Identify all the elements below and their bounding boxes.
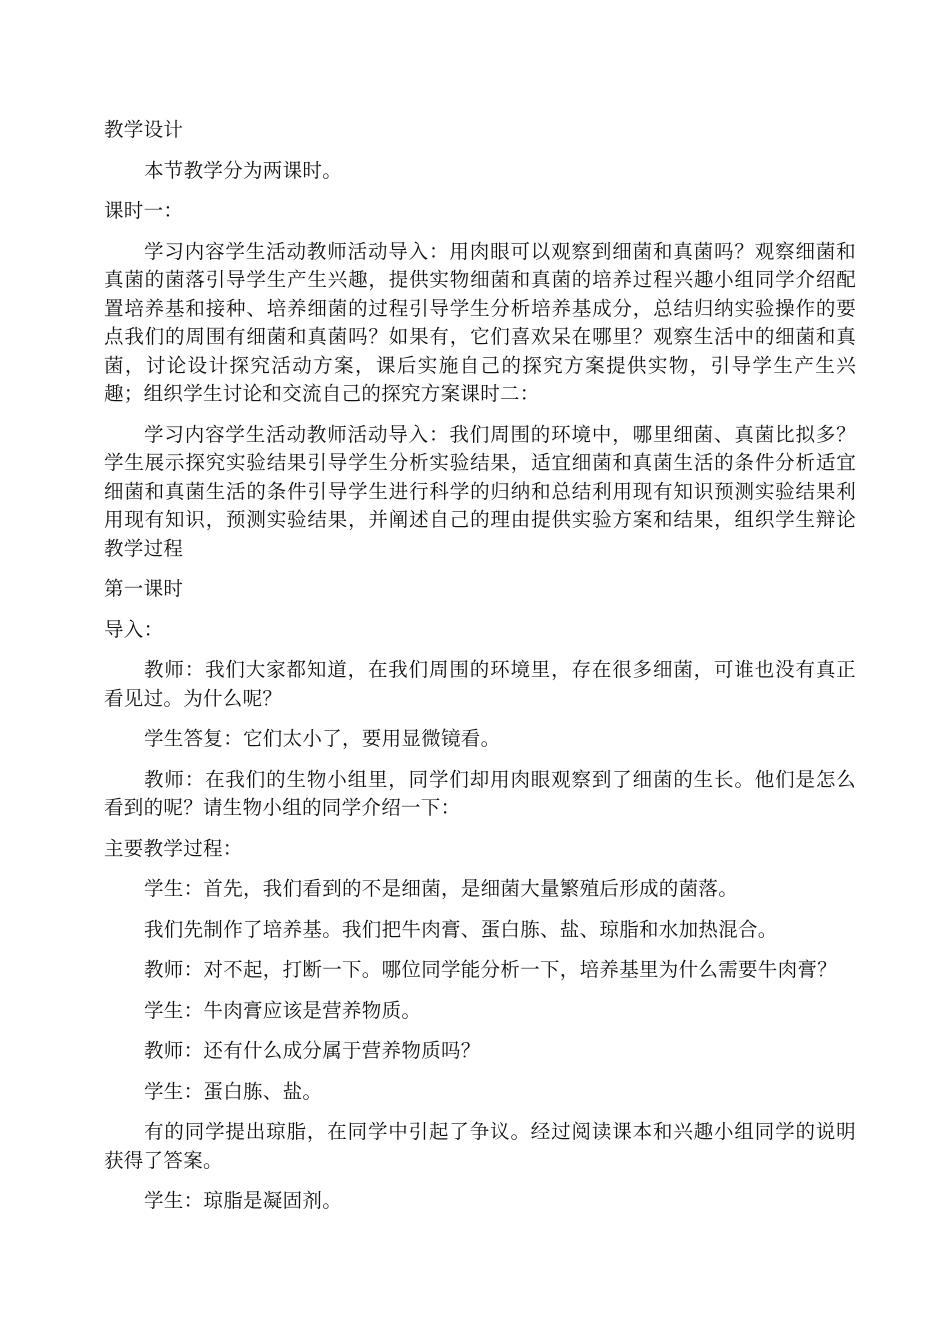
paragraph: 教师：我们大家都知道，在我们周围的环境里，存在很多细菌，可谁也没有真正看见过。为什么呢？ bbox=[104, 658, 856, 710]
paragraph: 教师：还有什么成分属于营养物质吗？ bbox=[144, 1039, 481, 1062]
paragraph: 学生：首先，我们看到的不是细菌，是细菌大量繁殖后形成的菌落。 bbox=[144, 877, 739, 900]
paragraph: 教师：对不起，打断一下。哪位同学能分析一下，培养基里为什么需要牛肉膏？ bbox=[144, 958, 838, 981]
paragraph: 教师：在我们的生物小组里，同学们却用肉眼观察到了细菌的生长。他们是怎么看到的呢？请生物小组的同学介绍一下： bbox=[104, 767, 856, 819]
section-heading: 第一课时 bbox=[104, 577, 184, 600]
paragraph: 学生：牛肉膏应该是营养物质。 bbox=[144, 998, 422, 1022]
section-heading: 课时一： bbox=[104, 199, 184, 222]
paragraph: 学生：琼脂是凝固剂。 bbox=[144, 1189, 343, 1212]
paragraph: 我们先制作了培养基。我们把牛肉膏、蛋白胨、盐、琼脂和水加热混合。 bbox=[144, 917, 778, 941]
section-heading: 主要教学过程： bbox=[104, 836, 243, 860]
paragraph: 学生：蛋白胨、盐。 bbox=[144, 1079, 323, 1103]
paragraph: 有的同学提出琼脂，在同学中引起了争议。经过阅读课本和兴趣小组同学的说明获得了答案。 bbox=[104, 1120, 856, 1172]
paragraph: 学生答复：它们太小了，要用显微镜看。 bbox=[144, 727, 501, 750]
paragraph: 学习内容学生活动教师活动导入：我们周围的环境中，哪里细菌、真菌比拟多？学生展示探究实验结果引导学生分析实验结果，适宜细菌和真菌生活的条件分析适宜细菌和真菌生活的条件引导学生进行科学的归纳和总结利用现有知识预测实验结果利用现有知识，预测实验结果，并阐述自己的理由提供实验方案和结果，组织学生辩论教学过程 bbox=[104, 422, 856, 560]
document-body bbox=[104, 116, 856, 1228]
section-heading: 教学设计 bbox=[104, 118, 184, 141]
paragraph: 学习内容学生活动教师活动导入：用肉眼可以观察到细菌和真菌吗？观察细菌和真菌的菌落引导学生产生兴趣，提供实物细菌和真菌的培养过程兴趣小组同学介绍配置培养基和接种、培养细菌的过程引导学生分析培养基成分，总结归纳实验操作的要点我们的周围有细菌和真菌吗？如果有，它们喜欢呆在哪里？观察生活中的细菌和真菌，讨论设计探究活动方案，课后实施自己的探究方案提供实物，引导学生产生兴趣；组织学生讨论和交流自己的探究方案课时二： bbox=[104, 239, 856, 405]
paragraph: 本节教学分为两课时。 bbox=[144, 158, 343, 182]
section-heading: 导入： bbox=[104, 617, 164, 641]
